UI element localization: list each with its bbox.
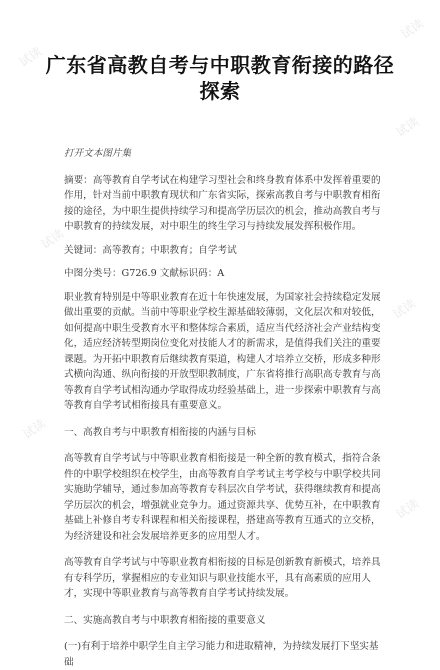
watermark: 试读 (393, 496, 422, 522)
section-heading-1: 一、高教自考与中职教育相衔接的内涵与目标 (64, 426, 256, 438)
watermark: 试读 (393, 114, 422, 140)
paragraph-1: 高等教育自学考试与中等职业教育相衔接是一种全新的教育模式，指符合条件的中职学校组织在校学生，由高等教育自学考试主考学校与中职学校共同实施助学辅导，通过参加高等教育专科层次自学考试，获得继续教育和提高学历层次的机会，增强就业竞争力。通过资源共享、优势互补，在中职教育基础上补修自考专科课程和相关衔接课程，搭建高等教育互通式的立交桥，为经济建设和社会发展培养更多的应用型人才。 (64, 453, 381, 542)
keywords: 关键词：高等教育；中职教育；自学考试 (64, 244, 237, 256)
intro-paragraph: 职业教育特别是中等职业教育在近十年快速发展，为国家社会持续稳定发展做出重要的贡献。当前中等职业学校生源基础较薄弱，文化层次和对较低，如何提高中职生受教育水平和整体综合素质，适应当代经济社会产业结构变化，适应经济转型期岗位变化对技能人才的新需求，是值得我们关注的重要课题。为开拓中职教育后继续教育渠道，构建人才培养立交桥，形成多种形式横向沟通、纵向衔接的开放型职教制度，广东省将推行高职高专教育与高等教育自学考试相沟通办学取得成功经验基础上，进一步探索中职教育与高等教育自学考试相衔接具有重要意义。 (64, 291, 381, 411)
watermark: 试读 (16, 44, 45, 70)
classification: 中图分类号：G726.9 文献标识码：A (64, 268, 225, 279)
page-title: 广东省高教自考与中职教育衔接的路径探索 (45, 53, 395, 103)
abstract: 摘要：高等教育自学考试在构建学习型社会和终身教育体系中发挥着重要的作用，针对当前中职教育现状和广东省实际，探索高教自考与中职教育相衔接的途径，为中职生提供持续学习和提高学历层次的机会，推动高教自考与中职教育的持续发展，对中职生的终生学习与持续发展发挥积极作用。 (64, 174, 381, 232)
open-images-link[interactable]: 打开文本图片集 (64, 148, 132, 159)
watermark: 试读 (390, 296, 419, 322)
watermark: 试读 (398, 16, 427, 42)
paragraph-3: (一)有利于培养中职学生自主学习能力和进取精神，为持续发展打下坚实基础 (64, 641, 379, 668)
paragraph-2: 高等教育自学考试与中等职业教育相衔接的目标是创新教育新模式，培养具有专科学历，掌握相应的专业知识与职业技能水平，具有高素质的应用人才，实现中等职业教育与高等教育自学考试持续发展。 (64, 557, 381, 599)
watermark: 试读 (38, 226, 67, 252)
section-heading-2: 二、实施高教自考与中职教育相衔接的重要意义 (64, 614, 266, 626)
article-body (64, 146, 382, 670)
watermark: 试读 (20, 416, 49, 442)
